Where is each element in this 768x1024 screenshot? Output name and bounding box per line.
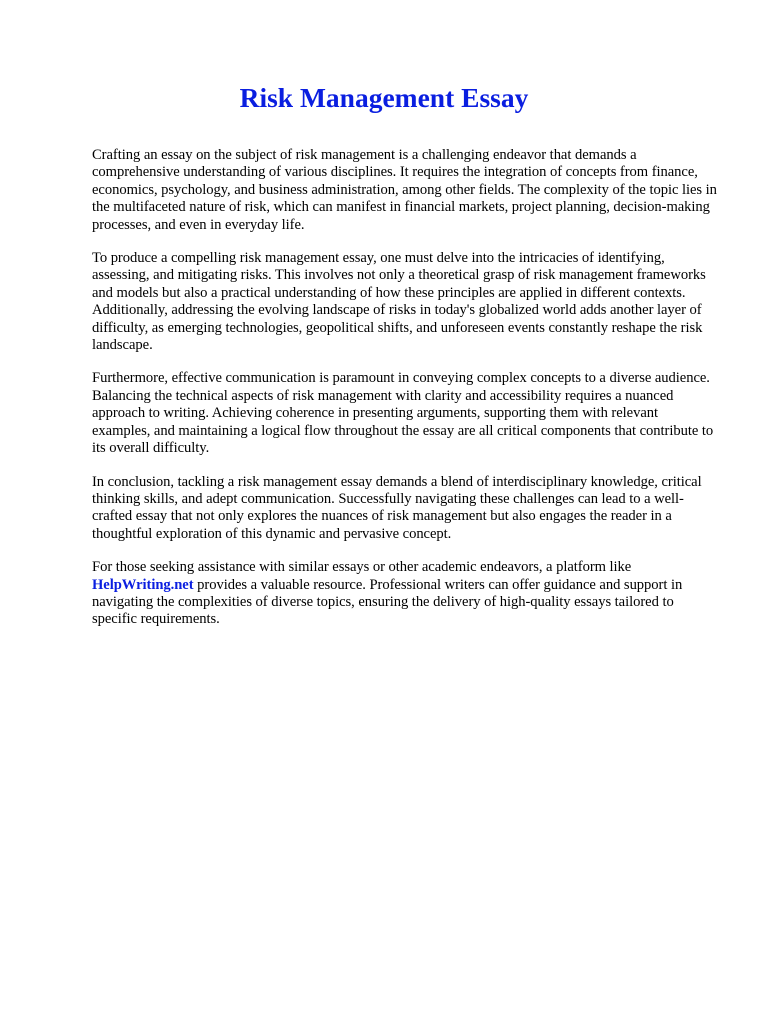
essay-body bbox=[92, 147, 718, 629]
helpwriting-link[interactable]: HelpWriting.net bbox=[92, 576, 194, 593]
document-title: Risk Management Essay bbox=[239, 82, 529, 113]
paragraph-5-before-link: For those seeking assistance with similar essays or other academic endeavors, a platform like bbox=[92, 559, 632, 576]
paragraph-2: To produce a compelling risk management essay, one must delve into the intricacies of identifying, assessing, and mitigating risks. This involves not only a theoretical grasp of risk management frameworks and models but also a practical understanding of how these principles are applied in different contexts. Additionally, addressing the evolving landscape of risks in today's globalized world adds another layer of difficulty, as emerging technologies, geopolitical shifts, and unforeseen events constantly reshape the risk landscape. bbox=[92, 250, 706, 354]
paragraph-3: Furthermore, effective communication is paramount in conveying complex concepts to a diverse audience. Balancing the technical aspects of risk management with clarity and accessibility requires a nuanced approach to writing. Achieving coherence in presenting arguments, supporting them with relevant examples, and maintaining a logical flow throughout the essay are all critical components that contribute to its overall difficulty. bbox=[92, 370, 714, 457]
paragraph-5 bbox=[92, 559, 718, 629]
paragraph-1: Crafting an essay on the subject of risk management is a challenging endeavor that demands a comprehensive understanding of various disciplines. It requires the integration of concepts from finance, economics, psychology, and business administration, among other fields. The complexity of the topic lies in the multifaceted nature of risk, which can manifest in financial markets, project planning, decision-making processes, and even in everyday life. bbox=[92, 147, 717, 233]
paragraph-5-after-link: provides a valuable resource. Professional writers can offer guidance and support in navigating the complexities of diverse topics, ensuring the delivery of high-quality essays tailored to specific requirements. bbox=[92, 576, 683, 628]
paragraph-4: In conclusion, tackling a risk management essay demands a blend of interdisciplinary knowledge, critical thinking skills, and adept communication. Successfully navigating these challenges can lead to a well-crafted essay that not only explores the nuances of risk management but also engages the reader in a thoughtful exploration of this dynamic and pervasive concept. bbox=[92, 473, 702, 542]
